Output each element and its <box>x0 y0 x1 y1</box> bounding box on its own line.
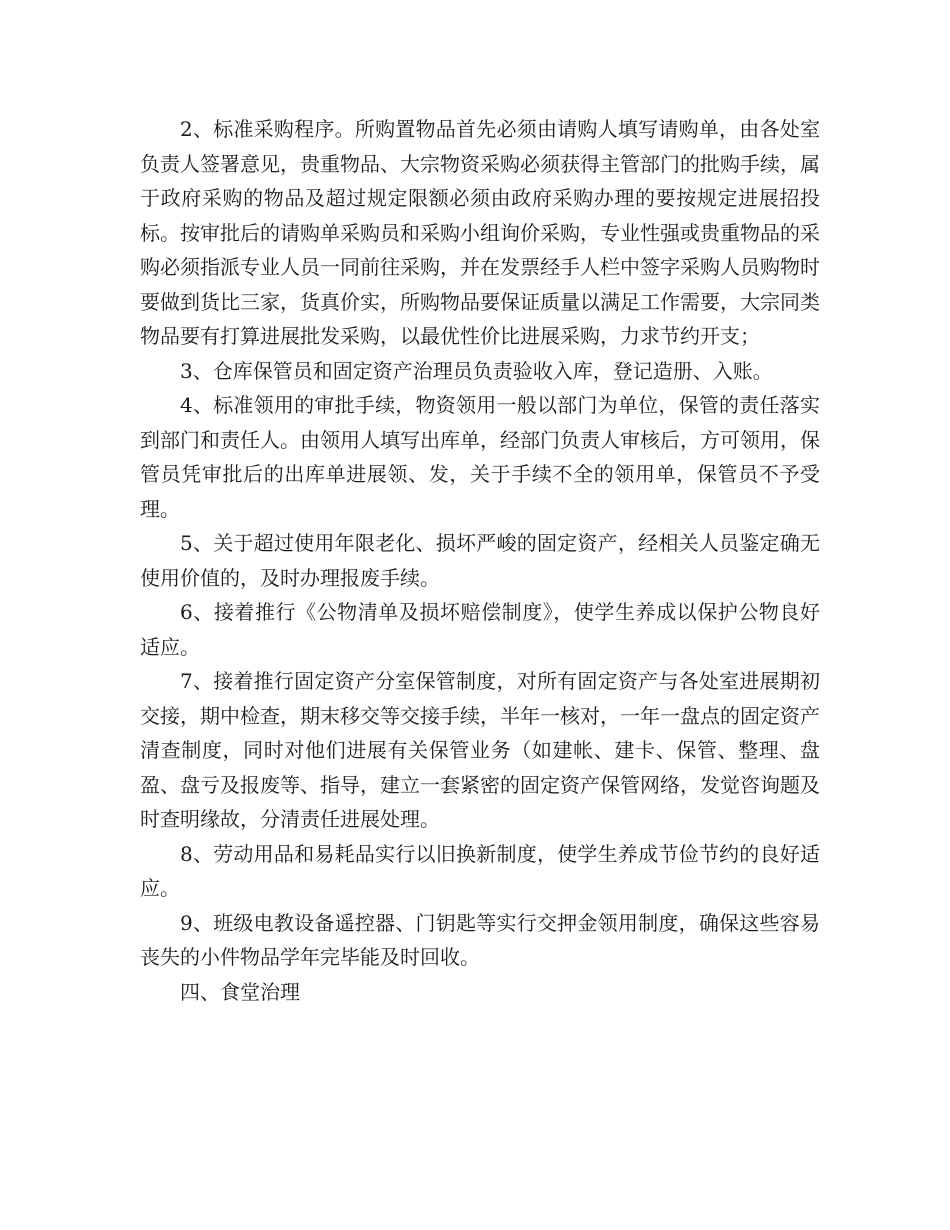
paragraph-item-4-requisition: 4、标准领用的审批手续，物资领用一般以部门为单位，保管的责任落实到部门和责任人。由领用人填写出库单，经部门负责人审核后，方可领用，保管员凭审批后的出库单进展领、发，关于手续不全的领用单，保管员不予受理。 <box>140 393 820 521</box>
paragraph-item-5-scrapping: 5、关于超过使用年限老化、损坏严峻的固定资产，经相关人员鉴定确无使用价值的，及时办理报废手续。 <box>140 531 820 590</box>
paragraph-item-3-warehouse: 3、仓库保管员和固定资产治理员负责验收入库，登记造册、入账。 <box>180 358 773 383</box>
paragraph-item-9-deposits: 9、班级电教设备遥控器、门钥匙等实行交押金领用制度，确保这些容易丧失的小件物品学年完毕能及时回收。 <box>140 910 820 969</box>
paragraph-item-7-custody-system: 7、接着推行固定资产分室保管制度，对所有固定资产与各处室进展期初交接，期中检查，期末移交等交接手续，半年一核对，一年一盘点的固定资产清查制度，同时对他们进展有关保管业务（如建帐、建卡、保管、整理、盘盈、盘亏及报废等、指导，建立一套紧密的固定资产保管网络，发觉咨询题及时查明缘故，分清责任进展处理。 <box>140 669 820 831</box>
section-heading-canteen: 四、食堂治理 <box>180 979 300 1004</box>
paragraph-item-6-public-property: 6、接着推行《公物清单及损坏赔偿制度》，使学生养成以保护公物良好适应。 <box>140 600 820 659</box>
paragraph-item-8-consumables: 8、劳动用品和易耗品实行以旧换新制度，使学生养成节俭节约的良好适应。 <box>140 841 820 900</box>
document-body <box>140 112 820 1009</box>
paragraph-item-2-procurement: 2、标准采购程序。所购置物品首先必须由请购人填写请购单，由各处室负责人签署意见，贵重物品、大宗物资采购必须获得主管部门的批购手续，属于政府采购的物品及超过规定限额必须由政府采购办理的要按规定进展招投标。按审批后的请购单采购员和采购小组询价采购，专业性强或贵重物品的采购必须指派专业人员一同前往采购，并在发票经手人栏中签字采购人员购物时要做到货比三家，货真价实，所购物品要保证质量以满足工作需要，大宗同类物品要有打算进展批发采购，以最优性价比进展采购，力求节约开支； <box>140 117 820 348</box>
